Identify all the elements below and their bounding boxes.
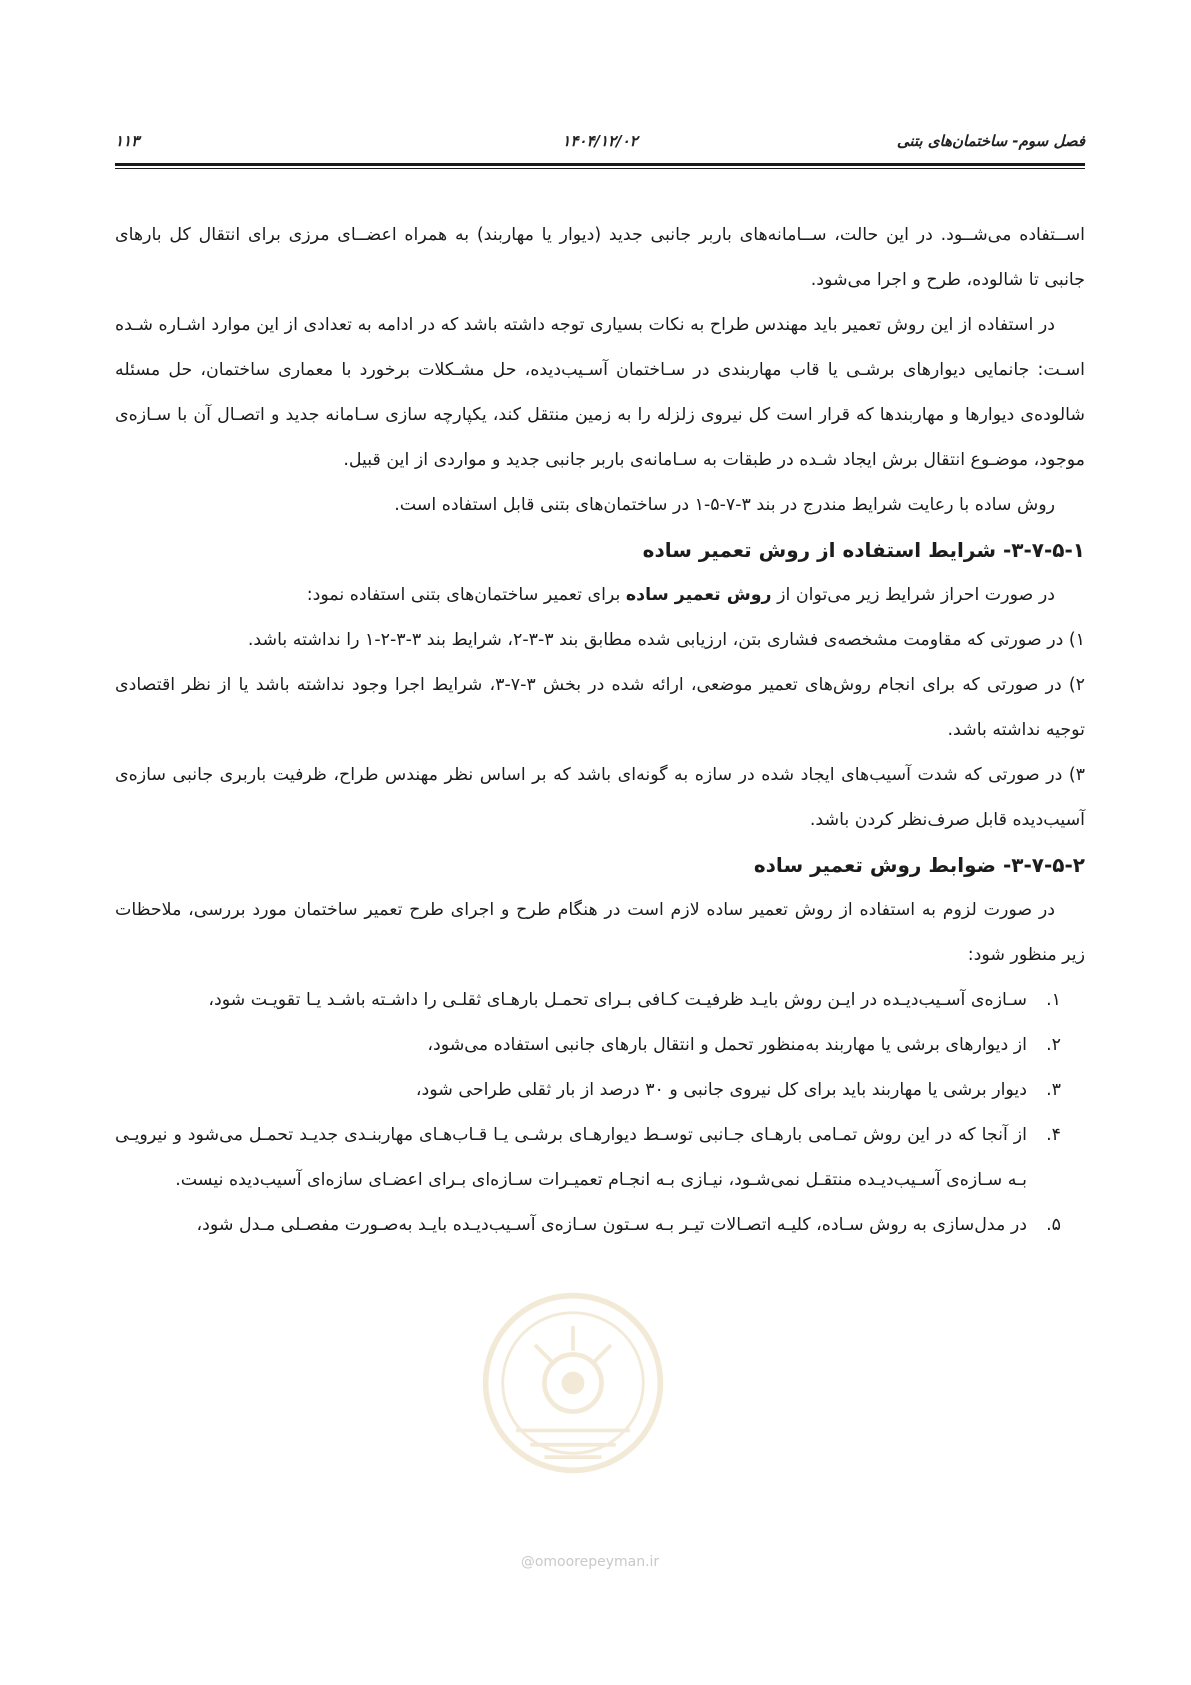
list-item-text: سـازه‌ی آسـیب‌دیـده در ایـن روش بایـد ظرفیـت کـافی بـرای تحمـل بارهـای ثقلـی را داشـته باشـد یـا تقویـت شود، — [208, 990, 1027, 1010]
body-content — [115, 213, 1085, 1248]
watermark-seal — [478, 1288, 668, 1478]
paragraph-2: در استفاده از این روش تعمیر باید مهندس طراح به نکات بسیاری توجه داشته باشد که در ادامه به تعدادی از این موارد اشـاره شـده اسـت: جانمایی دیوارهای برشـی یا قاب مهاربندی در سـاختمان آسـیب‌دیده، حل مشـکلات برخورد با معماری ساختمان، حل مسئله شالوده‌ی دیوارها و مهاربندها که قرار است کل نیروی زلزله را به زمین منتقل کند، یکپارچه سازی سـامانه جدید و اتصـال آن با سـازه‌ی موجود، موضـوع انتقال برش ایجاد شـده در طبقات به سـامانه‌ی باربر جانبی جدید و مواردی از این قبیل. — [115, 315, 1085, 470]
list-item — [115, 1068, 1085, 1113]
intro-text-before: در صورت احراز شرایط زیر می‌توان از — [771, 585, 1055, 605]
watermark-text: @omoorepeyman.ir — [520, 1554, 660, 1570]
chapter-title: فصل سوم- ساختمان‌های بتنی — [896, 132, 1085, 150]
paragraph-3: روش ساده با رعایت شرایط مندرج در بند ۳-۷-۵-۱ در ساختمان‌های بتنی قابل استفاده است. — [394, 495, 1055, 515]
page-number: ۱۱۳ — [115, 132, 140, 150]
header-date: ۱۴۰۴/۱۲/۰۲ — [562, 132, 638, 150]
header-rule-thin — [115, 168, 1085, 169]
rules-intro: در صورت لزوم به استفاده از روش تعمیر ساده لازم است در هنگام طرح و اجرای طرح تعمیر ساختمان مورد بررسی، ملاحظات زیر منظور شود: — [115, 900, 1085, 965]
section-heading-conditions: ۳-۷-۵-۱- شرایط استفاده از روش تعمیر ساده — [642, 538, 1085, 562]
list-item-number: ۲. — [1046, 1035, 1061, 1055]
list-item-number: ۱. — [1046, 990, 1061, 1010]
section-heading-rules: ۳-۷-۵-۲- ضوابط روش تعمیر ساده — [753, 853, 1085, 877]
rules-list — [115, 978, 1085, 1248]
list-item-number: ۴. — [1046, 1125, 1061, 1145]
condition-1: ۱) در صورتی که مقاومت مشخصه‌ی فشاری بتن، ارزیابی شده مطابق بند ۳-۳-۲، شرایط بند ۳-۳-۲-۱ را نداشته باشد. — [247, 630, 1085, 650]
list-item-text: در مدل‌سازی به روش سـاده، کلیـه اتصـالات تیـر بـه سـتون سـازه‌ی آسـیب‌دیـده بایـد به‌صـورت مفصـلی مـدل شود، — [196, 1215, 1027, 1235]
list-item — [115, 1203, 1085, 1248]
intro-text-after: برای تعمیر ساختمان‌های بتنی استفاده نمود: — [306, 585, 626, 605]
list-item-number: ۳. — [1046, 1080, 1061, 1100]
conditions-intro — [115, 573, 1085, 618]
list-item — [115, 1023, 1085, 1068]
list-item — [115, 1113, 1085, 1203]
list-item-number: ۵. — [1046, 1215, 1061, 1235]
list-item — [115, 978, 1085, 1023]
header-rule-thick — [115, 163, 1085, 166]
condition-3: ۳) در صورتی که شدت آسیب‌های ایجاد شده در سازه به گونه‌ای باشد که بر اساس نظر مهندس طراح، ظرفیت باربری جانبی سازه‌ی آسیب‌دیده قابل صرف‌نظر کردن باشد. — [115, 765, 1085, 830]
intro-bold-term: روش تعمیر ساده — [625, 585, 772, 605]
page-header — [115, 132, 1085, 154]
list-item-text: دیوار برشی یا مهاربند باید برای کل نیروی جانبی و ۳۰ درصد از بار ثقلی طراحی شود، — [415, 1080, 1027, 1100]
condition-2: ۲) در صورتی که برای انجام روش‌های تعمیر موضعی، ارائه شده در بخش ۳-۷-۳، شرایط اجرا وجود نداشته باشد یا از نظر اقتصادی توجیه نداشته باشد. — [115, 675, 1086, 740]
list-item-text: از آنجا که در این روش تمـامی بارهـای جـانبی توسـط دیوارهـای برشـی یـا قـاب‌هـای مهاربنـدی جدیـد تحمـل می‌شود و نیرویـی بـه سـازه‌ی آسـیب‌دیـده منتقـل نمی‌شـود، نیـازی بـه انجـام تعمیـرات سـازه‌ای بـرای اعضـای سازه‌ای آسیب‌دیده نیست. — [115, 1125, 1027, 1190]
list-item-text: از دیوارهای برشی یا مهاربند به‌منظور تحمل و انتقال بارهای جانبی استفاده می‌شود، — [427, 1035, 1027, 1055]
paragraph-1: اســتفاده می‌شــود. در این حالت، ســامانه‌های باربر جانبی جدید (دیوار یا مهاربند) به همراه اعضــای مرزی برای انتقال کل بارهای جانبی تا شالوده، طرح و اجرا می‌شود. — [115, 225, 1085, 290]
